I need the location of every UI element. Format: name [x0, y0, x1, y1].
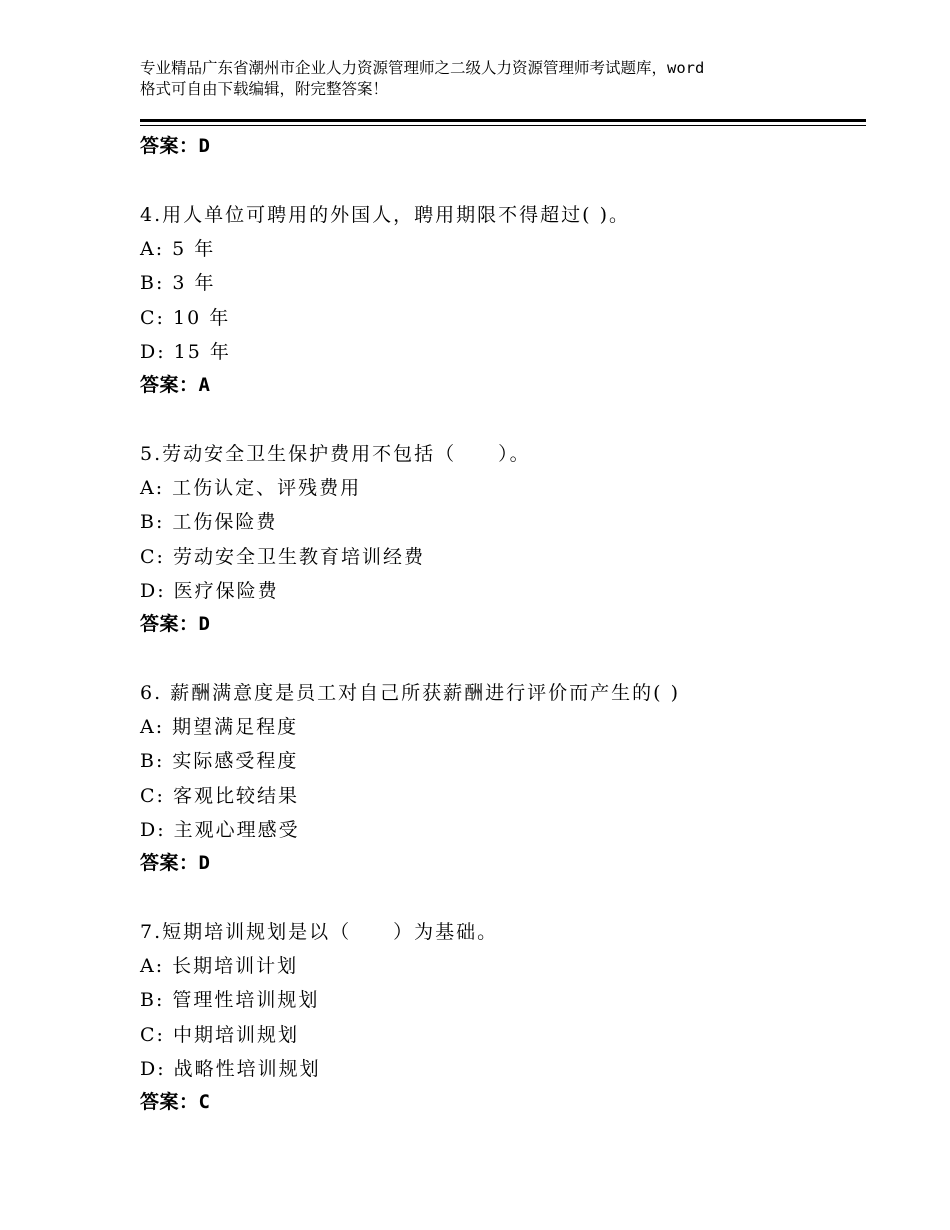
option-d: D: 医疗保险费	[140, 580, 279, 602]
question-stem: 7.短期培训规划是以（ ）为基础。	[140, 921, 499, 943]
option-a: A: 长期培训计划	[140, 955, 299, 977]
option-d: D: 15 年	[140, 341, 231, 363]
answer-line: 答案：D	[140, 613, 211, 635]
option-a: A: 期望满足程度	[140, 716, 299, 738]
option-d: D: 战略性培训规划	[140, 1058, 321, 1080]
header-line-1: 专业精品广东省潮州市企业人力资源管理师之二级人力资源管理师考试题库，word	[140, 59, 705, 77]
option-a: A: 5 年	[140, 238, 216, 260]
option-b: B: 3 年	[140, 272, 216, 294]
question-stem: 5.劳动安全卫生保护费用不包括（ ）。	[140, 443, 531, 465]
option-d: D: 主观心理感受	[140, 819, 300, 841]
answer-line: 答案：D	[140, 135, 211, 157]
option-b: B: 工伤保险费	[140, 511, 278, 533]
header-rule-thin	[140, 125, 866, 126]
question-stem: 4.用人单位可聘用的外国人，聘用期限不得超过( )。	[140, 204, 630, 226]
option-b: B: 管理性培训规划	[140, 989, 320, 1011]
option-b: B: 实际感受程度	[140, 750, 299, 772]
answer-line: 答案：C	[140, 1091, 211, 1113]
header-line-2: 格式可自由下载编辑，附完整答案！	[140, 80, 389, 98]
document-header	[140, 58, 830, 100]
option-a: A: 工伤认定、评残费用	[140, 477, 362, 499]
header-rule-thick	[140, 119, 866, 122]
option-c: C: 10 年	[140, 307, 231, 329]
option-c: C: 劳动安全卫生教育培训经费	[140, 546, 425, 568]
answer-line: 答案：D	[140, 852, 211, 874]
answer-line: 答案：A	[140, 374, 211, 396]
option-c: C: 客观比较结果	[140, 785, 299, 807]
option-c: C: 中期培训规划	[140, 1024, 299, 1046]
question-stem: 6. 薪酬满意度是员工对自己所获薪酬进行评价而产生的( )	[140, 682, 681, 704]
